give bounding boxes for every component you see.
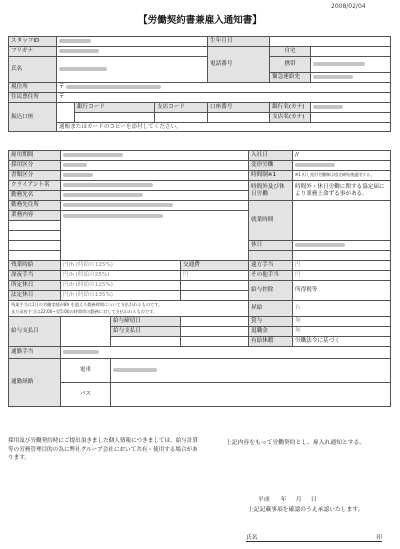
bank-name-value <box>311 103 391 113</box>
transport-cost-label: 交通費 <box>181 261 249 271</box>
account-number-value <box>208 113 270 123</box>
bank-account-label: 振込口座 <box>9 103 57 132</box>
transport-cost-value: 円 <box>181 271 249 281</box>
raise-label: 昇給 <box>249 301 293 317</box>
signature-line <box>246 532 382 542</box>
payroll-label: 給与支払日 <box>9 317 61 347</box>
staff-id-label: スタッフID <box>9 37 57 47</box>
personal-info-table <box>8 36 391 132</box>
overtime-allowance-rate: 円/h (時給の125%) <box>61 261 181 271</box>
deduction-value: 所得税等 <box>293 281 391 301</box>
furigana-label: フリガナ <box>9 47 57 57</box>
name-label: 氏名 <box>9 57 57 83</box>
cutoff-label: 給与締切日 <box>111 317 181 327</box>
late-night-rate: 円/h (時給の25%) <box>61 271 181 281</box>
work-hours-label: 就業時間 <box>249 201 293 241</box>
paid-leave-label: 有給休暇 <box>249 337 293 347</box>
overtime-note: 残業手当は1日の労働実績が8h を超える勤務時間について支払われるものです。 また深夜手当は22:00~翌5:00の時間帯の勤務に対して支払われるものです。 <box>9 301 249 317</box>
variable-work-value <box>293 161 391 171</box>
birthdate-label: 生年月日 <box>208 37 270 47</box>
raise-value: 有 <box>293 301 391 317</box>
retirement-value: 無 <box>293 327 391 337</box>
deduction-label: 給与控除 <box>249 281 293 301</box>
document-category-value <box>61 171 249 181</box>
document-category-label: 書類区分 <box>9 171 61 181</box>
staff-id-value <box>57 37 208 47</box>
commute-allowance-value <box>61 347 391 359</box>
phone-label: 電話番号 <box>208 47 270 83</box>
overtime-work-label: 時間外及び休日労働 <box>249 181 293 201</box>
hiring-category-label: 採用区分 <box>9 161 61 171</box>
branch-name-label: 支店名(カナ) <box>270 113 311 123</box>
hire-date-value: // <box>293 151 391 161</box>
home-phone-value <box>311 47 391 57</box>
name-value <box>57 57 208 83</box>
scheduled-holiday-rate: 円/h (時給の125%) <box>61 281 181 291</box>
cutoff-value <box>181 317 249 327</box>
legal-holiday-rate: 円/h (時給の135%) <box>61 291 181 301</box>
holidays-label: 休日 <box>249 241 293 251</box>
account-number-label: 口座番号 <box>208 103 270 113</box>
document-date: 2008/02/04 <box>331 3 366 10</box>
hire-date-label: 入社日 <box>249 151 293 161</box>
train-label: 電車 <box>61 359 111 383</box>
client-name-label: クライアント名 <box>9 181 61 191</box>
branch-code-label: 支店コード <box>155 103 208 113</box>
variable-work-label: 変形労働 <box>249 161 293 171</box>
hiring-category-value <box>61 161 249 171</box>
passbook-note: 通帳またはカードのコピーを添付してください。 <box>57 123 391 132</box>
bus-label: バス <box>61 383 111 407</box>
pay-day-label: 給与支払日 <box>111 327 181 337</box>
remote-allowance-value: 円 <box>293 261 391 271</box>
workplace-address-label: 勤務先住所 <box>9 201 61 211</box>
address-label: 現住所 <box>9 83 57 93</box>
home-phone-label: 自宅 <box>270 47 311 57</box>
workplace-address-value <box>61 201 249 211</box>
address-value: 〒 <box>57 83 391 93</box>
other-allowance-value: 円 <box>293 271 391 281</box>
privacy-notice: 採用及び労働契約時にご提出頂きました個人情報につきましては、給与計算等の労務管理目的の為に弊社グループ会社において共有・使用する場合があります。 <box>8 438 199 462</box>
bus-route-value <box>111 383 391 407</box>
train-route-value <box>111 359 391 383</box>
birthdate-value <box>270 37 391 47</box>
holidays-value <box>293 241 391 251</box>
furigana-value <box>57 47 208 57</box>
bank-code-value <box>75 113 155 123</box>
confirmation-text: 上記記載事項を確認のうえ承認いたします。 <box>248 507 364 513</box>
commute-route-label: 通勤経路 <box>9 359 61 407</box>
job-content-label: 業務内容 <box>9 211 61 221</box>
signature-name-label: 氏名 <box>246 535 258 541</box>
employment-period-label: 雇用期間 <box>9 151 61 161</box>
commute-allowance-label: 通勤手当 <box>9 347 61 359</box>
pay-day-value <box>181 327 249 337</box>
resident-address-value: 〒 <box>57 93 391 103</box>
mobile-phone-label: 携帯 <box>270 57 311 73</box>
mobile-phone-value <box>311 57 391 73</box>
other-allowance-label: その他手当 <box>249 271 293 281</box>
bonus-label: 賞与 <box>249 317 293 327</box>
workplace-name-label: 勤務先名 <box>9 191 61 201</box>
document-title: 【労働契約書兼雇入通知書】 <box>138 15 262 26</box>
overtime-work-text: 時間外・休日労働に関する協定届により業務上命ずる事がある。 <box>293 181 391 201</box>
paid-leave-value: 労働法令に基づく <box>293 337 391 347</box>
bank-code-label: 銀行コード <box>75 103 155 113</box>
emergency-contact-label: 緊急連絡先 <box>270 73 311 83</box>
branch-code-value <box>155 113 208 123</box>
branch-name-value <box>311 113 391 123</box>
work-hours-note-label: 時間制※1 <box>249 171 293 181</box>
scheduled-holiday-label: 所定休日 <box>9 281 61 291</box>
signature-date: 平成 年 月 日 <box>258 497 317 503</box>
late-night-label: 深夜手当 <box>9 271 61 281</box>
seal-mark: 印 <box>376 535 382 541</box>
resident-address-label: 住民票住所 <box>9 93 57 103</box>
emergency-contact-value <box>311 73 391 83</box>
employment-period-value <box>61 151 249 161</box>
client-name-value <box>61 181 249 191</box>
workplace-name-value <box>61 191 249 201</box>
contract-notice: 上記内容をもって労働契約とし、雇入れ通知とする。 <box>226 440 366 446</box>
bank-name-label: 銀行名(カナ) <box>270 103 311 113</box>
bonus-value: 無 <box>293 317 391 327</box>
retirement-label: 退職金 <box>249 327 293 337</box>
legal-holiday-label: 法定休日 <box>9 291 61 301</box>
remote-allowance-label: 遠方手当 <box>249 261 293 271</box>
variable-work-note: ※1 但し変形労働制は協定締結後適用する。 <box>293 171 391 181</box>
job-content-value <box>61 211 249 261</box>
overtime-allowance-label: 残業時給 <box>9 261 61 271</box>
employment-table <box>8 150 391 407</box>
